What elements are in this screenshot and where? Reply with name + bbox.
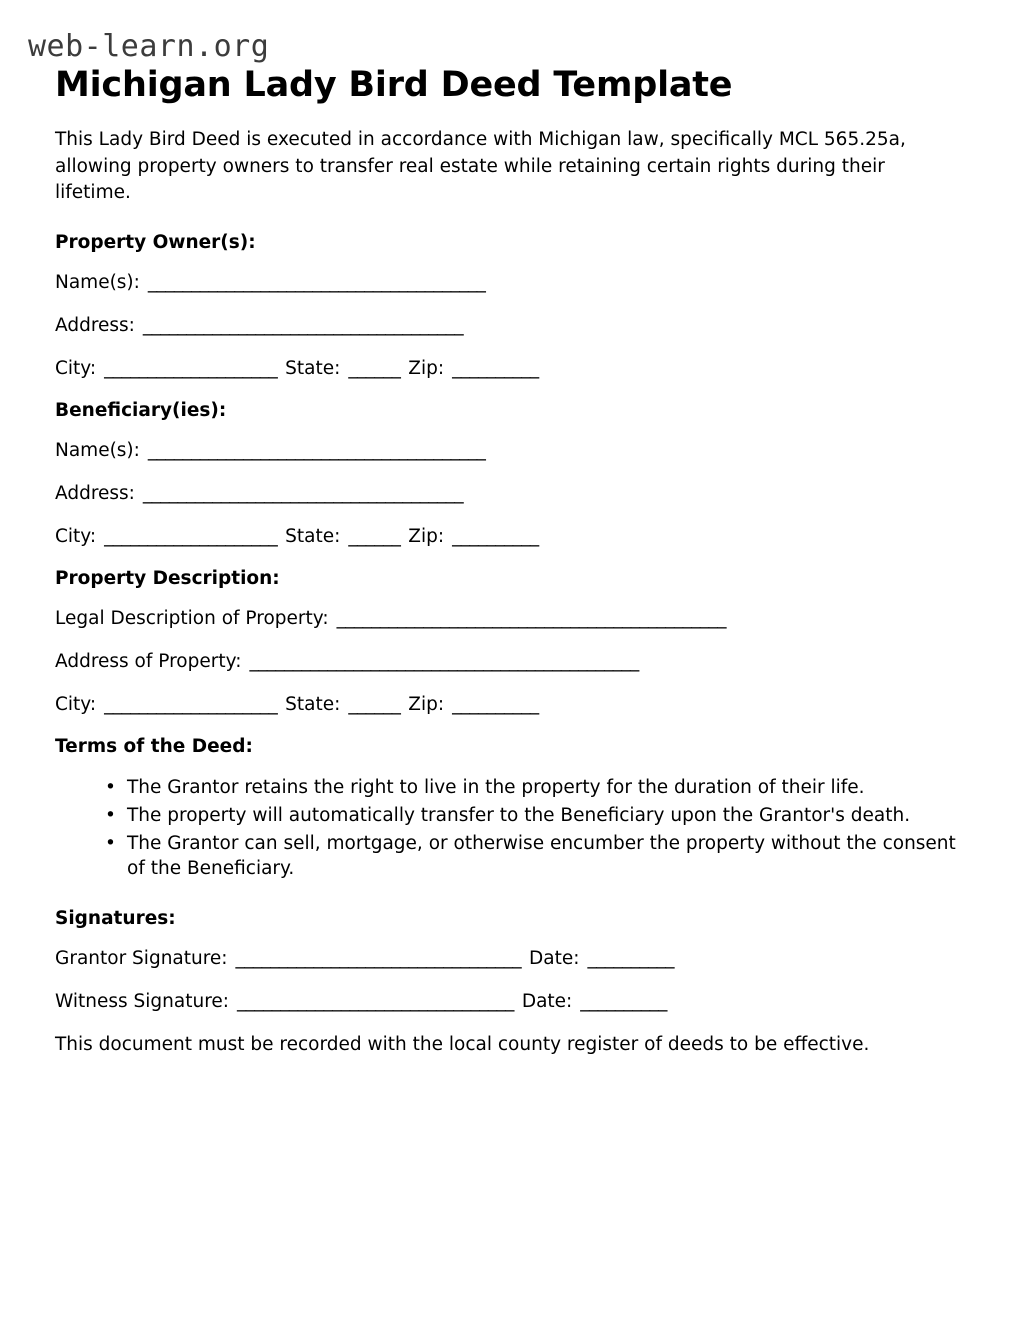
owner-city-label: City: <box>55 358 97 380</box>
beneficiary-zip-label: Zip: <box>408 526 445 548</box>
section-heading-property-description: Property Description: <box>55 568 280 590</box>
owner-state-blank[interactable]: ______ <box>348 358 401 380</box>
terms-list <box>55 775 970 881</box>
owner-name-line <box>55 271 970 295</box>
legal-description-blank[interactable]: _____________________________________________ <box>336 608 726 630</box>
property-address-label: Address of Property: <box>55 651 242 673</box>
witness-date-blank[interactable]: __________ <box>580 990 667 1012</box>
legal-description-label: Legal Description of Property: <box>55 608 329 630</box>
beneficiary-address-label: Address: <box>55 483 135 505</box>
grantor-signature-blank[interactable]: _________________________________ <box>235 947 521 969</box>
owner-city-line <box>55 357 970 381</box>
grantor-date-blank[interactable]: __________ <box>587 947 674 969</box>
page-title: Michigan Lady Bird Deed Template <box>55 65 733 105</box>
property-zip-label: Zip: <box>408 694 445 716</box>
section-terms <box>55 736 970 881</box>
section-property-owner <box>55 232 970 381</box>
intro-paragraph: This Lady Bird Deed is executed in accordance with Michigan law, specifically MCL 565.25a, allowing property owners to transfer real estate while retaining certain rights during their lifetime. <box>55 129 906 203</box>
owner-address-blank[interactable]: _____________________________________ <box>142 315 463 337</box>
beneficiary-city-label: City: <box>55 526 97 548</box>
list-item: • The property will automatically transfer to the Beneficiary upon the Grantor's death. <box>105 803 970 829</box>
section-heading-signatures: Signatures: <box>55 907 176 929</box>
owner-address-line <box>55 314 970 338</box>
owner-zip-label: Zip: <box>408 358 445 380</box>
list-item: • The Grantor retains the right to live in the property for the duration of their life. <box>105 775 970 801</box>
section-signatures <box>55 908 970 1014</box>
beneficiary-address-line <box>55 482 970 506</box>
grantor-signature-label: Grantor Signature: <box>55 947 228 969</box>
property-address-line <box>55 650 970 674</box>
property-city-blank[interactable]: ____________________ <box>104 694 278 716</box>
property-state-label: State: <box>285 694 341 716</box>
owner-city-blank[interactable]: ____________________ <box>104 358 278 380</box>
beneficiary-zip-blank[interactable]: __________ <box>452 526 539 548</box>
beneficiary-city-blank[interactable]: ____________________ <box>104 526 278 548</box>
witness-date-label: Date: <box>521 990 573 1012</box>
section-heading-property-owner: Property Owner(s): <box>55 232 256 254</box>
beneficiary-name-label: Name(s): <box>55 440 140 462</box>
grantor-date-label: Date: <box>529 947 580 969</box>
beneficiary-state-label: State: <box>285 526 341 548</box>
beneficiary-city-line <box>55 525 970 549</box>
list-item: • The Grantor can sell, mortgage, or otherwise encumber the property without the consent of the Beneficiary. <box>105 831 970 882</box>
witness-signature-label: Witness Signature: <box>55 990 230 1012</box>
site-brand: web-learn.org <box>28 29 270 64</box>
grantor-signature-line <box>55 947 970 971</box>
section-beneficiary <box>55 400 970 549</box>
owner-state-label: State: <box>285 358 341 380</box>
section-property-description <box>55 568 970 717</box>
property-state-blank[interactable]: ______ <box>348 694 401 716</box>
property-address-blank[interactable]: _____________________________________________ <box>249 651 639 673</box>
owner-zip-blank[interactable]: __________ <box>452 358 539 380</box>
section-heading-terms: Terms of the Deed: <box>55 736 253 758</box>
property-zip-blank[interactable]: __________ <box>452 694 539 716</box>
section-heading-beneficiary: Beneficiary(ies): <box>55 400 227 422</box>
witness-signature-blank[interactable]: ________________________________ <box>237 990 514 1012</box>
property-city-label: City: <box>55 694 97 716</box>
witness-signature-line <box>55 990 970 1014</box>
beneficiary-name-line <box>55 439 970 463</box>
beneficiary-name-blank[interactable]: _______________________________________ <box>147 440 486 462</box>
beneficiary-address-blank[interactable]: _____________________________________ <box>142 483 463 505</box>
beneficiary-state-blank[interactable]: ______ <box>348 526 401 548</box>
owner-name-blank[interactable]: _______________________________________ <box>147 272 486 294</box>
owner-name-label: Name(s): <box>55 272 140 294</box>
owner-address-label: Address: <box>55 315 135 337</box>
property-city-line <box>55 693 970 717</box>
legal-description-line <box>55 607 970 631</box>
closing-note: This document must be recorded with the local county register of deeds to be effective. <box>55 1033 870 1055</box>
